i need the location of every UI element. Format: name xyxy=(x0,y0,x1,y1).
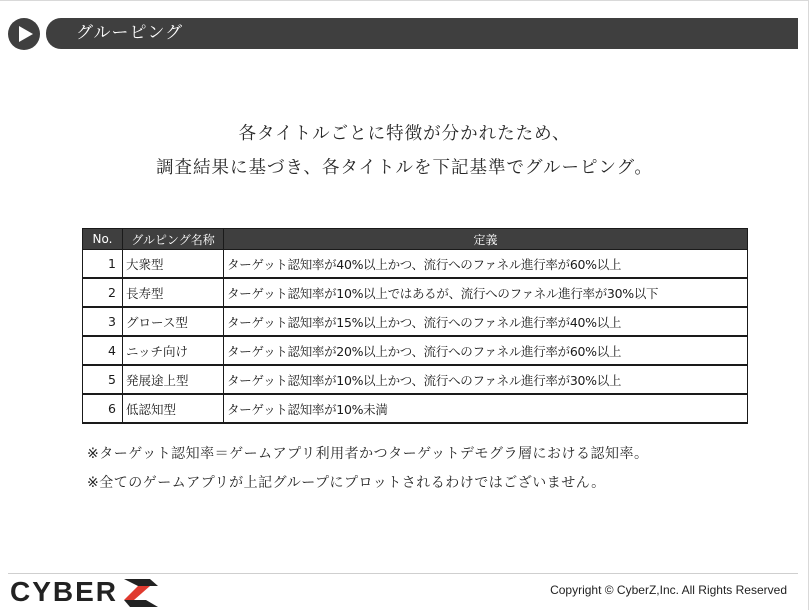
row-no: 3 xyxy=(83,307,123,336)
row-no: 5 xyxy=(83,365,123,394)
row-no: 6 xyxy=(83,394,123,423)
row-group-name: 大衆型 xyxy=(123,250,224,279)
header-no: No. xyxy=(83,229,123,250)
top-border xyxy=(0,0,809,1)
header-bar xyxy=(46,18,798,49)
row-definition: ターゲット認知率が40%以上かつ、流行へのファネル進行率が60%以上 xyxy=(224,250,748,279)
row-group-name: 長寿型 xyxy=(123,278,224,307)
play-triangle xyxy=(8,18,40,50)
intro-line-1: 各タイトルごとに特徴が分かれたため、 xyxy=(238,124,571,144)
table-row xyxy=(83,365,748,394)
row-group-name: 発展途上型 xyxy=(123,365,224,394)
header-group-name: グルピング名称 xyxy=(123,229,224,250)
row-no: 2 xyxy=(83,278,123,307)
table-header-row xyxy=(83,229,748,250)
page-title: グルーピング xyxy=(76,23,184,43)
table-row xyxy=(83,336,748,365)
row-definition: ターゲット認知率が15%以上かつ、流行へのファネル進行率が40%以上 xyxy=(224,307,748,336)
row-group-name: 低認知型 xyxy=(123,394,224,423)
table-row xyxy=(83,250,748,279)
row-group-name: ニッチ向け xyxy=(123,336,224,365)
header-definition: 定義 xyxy=(224,229,748,250)
row-no: 1 xyxy=(83,250,123,279)
note-plot-disclaimer: ※全てのゲームアプリが上記グループにプロットされるわけではございません。 xyxy=(87,475,606,491)
intro-line-2: 調査結果に基づき、各タイトルを下記基準でグルーピング。 xyxy=(156,158,653,178)
play-icon xyxy=(8,18,40,50)
row-definition: ターゲット認知率が10%以上ではあるが、流行へのファネル進行率が30%以下 xyxy=(224,278,748,307)
row-definition: ターゲット認知率が20%以上かつ、流行へのファネル進行率が60%以上 xyxy=(224,336,748,365)
logo-text: CYBER xyxy=(10,576,119,607)
table-row xyxy=(83,278,748,307)
grouping-criteria-table xyxy=(82,228,748,424)
note-recognition-rate: ※ターゲット認知率＝ゲームアプリ利用者かつターゲットデモグラ層における認知率。 xyxy=(87,446,649,462)
cyberz-mark-icon xyxy=(124,579,158,607)
table-row xyxy=(83,307,748,336)
row-no: 4 xyxy=(83,336,123,365)
footer-divider xyxy=(8,573,798,574)
row-definition: ターゲット認知率が10%以上かつ、流行へのファネル進行率が30%以上 xyxy=(224,365,748,394)
row-group-name: グロース型 xyxy=(123,307,224,336)
row-definition: ターゲット認知率が10%未満 xyxy=(224,394,748,423)
copyright-text: Copyright © CyberZ,Inc. All Rights Reserved xyxy=(550,583,787,597)
table-row xyxy=(83,394,748,423)
